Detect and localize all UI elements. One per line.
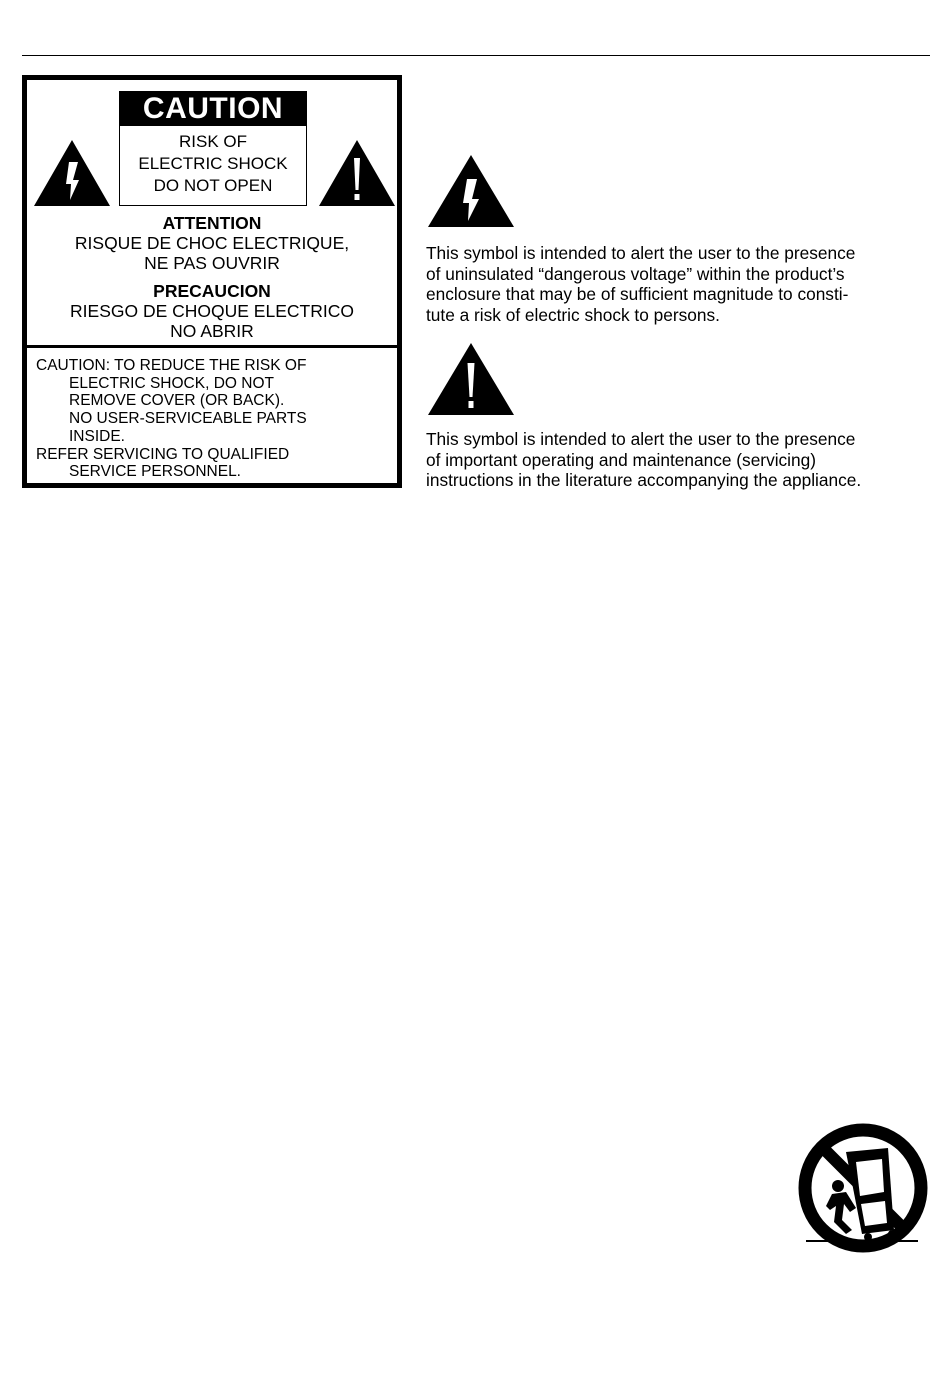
warning-line: REFER SERVICING TO QUALIFIED [36,445,290,463]
caution-line: RISK OF [178,132,247,151]
warning-line: NO USER-SERVICEABLE PARTS [69,410,307,428]
description-line: tute a risk of electric shock to persons. [426,304,720,325]
description-line: enclosure that may be of sufficient magnitude to consti- [426,284,849,304]
caution-line: DO NOT OPEN [153,176,273,195]
lightning-symbol-description [426,243,906,325]
warning-line: REMOVE COVER (OR BACK). [69,392,285,410]
french-line: NE PAS OUVRIR [144,253,280,273]
spanish-heading: PRECAUCION [153,281,271,301]
description-line: of important operating and maintenance (servicing) [426,449,817,470]
warning-line: CAUTION: TO REDUCE THE RISK OF [36,357,307,374]
box-divider [27,345,397,348]
exclamation-symbol-description [426,429,906,491]
warning-line: INSIDE. [69,427,125,445]
caution-title: CAUTION [119,91,307,126]
caution-subtitle [119,126,307,206]
lightning-triangle-icon [32,138,112,208]
warning-line: SERVICE PERSONNEL. [69,463,241,481]
spanish-line: NO ABRIR [170,321,254,341]
french-warning [27,213,397,273]
caution-line: ELECTRIC SHOCK [138,154,288,173]
spanish-warning [27,281,397,341]
french-heading: ATTENTION [162,213,262,233]
service-warning [36,357,396,481]
header-rule [22,55,930,56]
caution-label-box [22,75,402,488]
french-line: RISQUE DE CHOC ELECTRIQUE, [74,233,350,253]
warning-line: ELECTRIC SHOCK, DO NOT [69,374,274,392]
description-line: of uninsulated “dangerous voltage” within the product’s [426,263,845,284]
description-line: This symbol is intended to alert the user to the presence [426,429,856,449]
exclamation-triangle-icon [426,341,516,417]
spanish-line: RIESGO DE CHOQUE ELECTRICO [70,301,354,321]
no-cart-tip-over-icon [796,1122,930,1256]
description-line: This symbol is intended to alert the user to the presence [426,243,856,263]
exclamation-triangle-icon [317,138,397,208]
description-line: instructions in the literature accompanying the appliance. [426,470,862,490]
lightning-triangle-icon [426,153,516,229]
